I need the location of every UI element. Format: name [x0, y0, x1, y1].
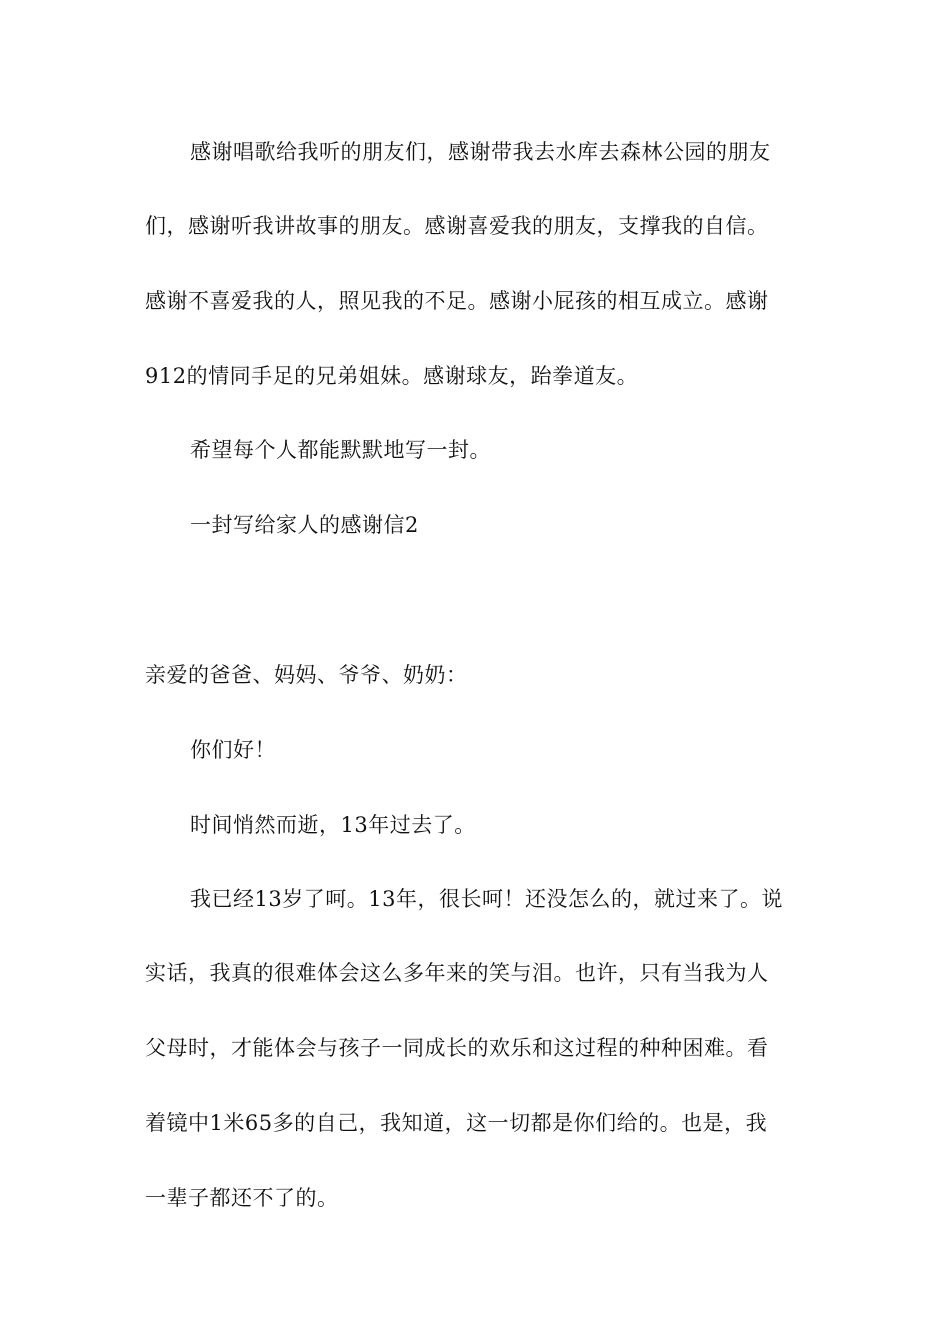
paragraph-line: 时间悄然而逝，13年过去了。: [190, 813, 476, 837]
paragraph-line: 希望每个人都能默默地写一封。: [190, 438, 491, 462]
salutation: 亲爱的爸爸、妈妈、爷爷、奶奶：: [145, 663, 468, 687]
greeting: 你们好！: [190, 738, 276, 762]
paragraph-line: 我已经13岁了呵。13年，很长呵！还没怎么的，就过来了。说: [190, 887, 783, 911]
paragraph-line: 912的情同手足的兄弟姐妹。感谢球友，跆拳道友。: [145, 364, 639, 388]
paragraph-line: 们，感谢听我讲故事的朋友。感谢喜爱我的朋友，支撑我的自信。: [145, 214, 769, 238]
paragraph-line: 一辈子都还不了的。: [145, 1186, 339, 1210]
paragraph-line: 着镜中1米65多的自己，我知道，这一切都是你们给的。也是，我: [145, 1111, 768, 1135]
paragraph-line: 感谢不喜爱我的人，照见我的不足。感谢小屁孩的相互成立。感谢: [145, 289, 769, 313]
paragraph-line: 感谢唱歌给我听的朋友们，感谢带我去水库去森林公园的朋友: [190, 140, 771, 164]
section-title: 一封写给家人的感谢信2: [190, 513, 419, 537]
paragraph-line: 父母时，才能体会与孩子一同成长的欢乐和这过程的种种困难。看: [145, 1036, 769, 1060]
paragraph-line: 实话，我真的很难体会这么多年来的笑与泪。也许，只有当我为人: [145, 961, 769, 985]
